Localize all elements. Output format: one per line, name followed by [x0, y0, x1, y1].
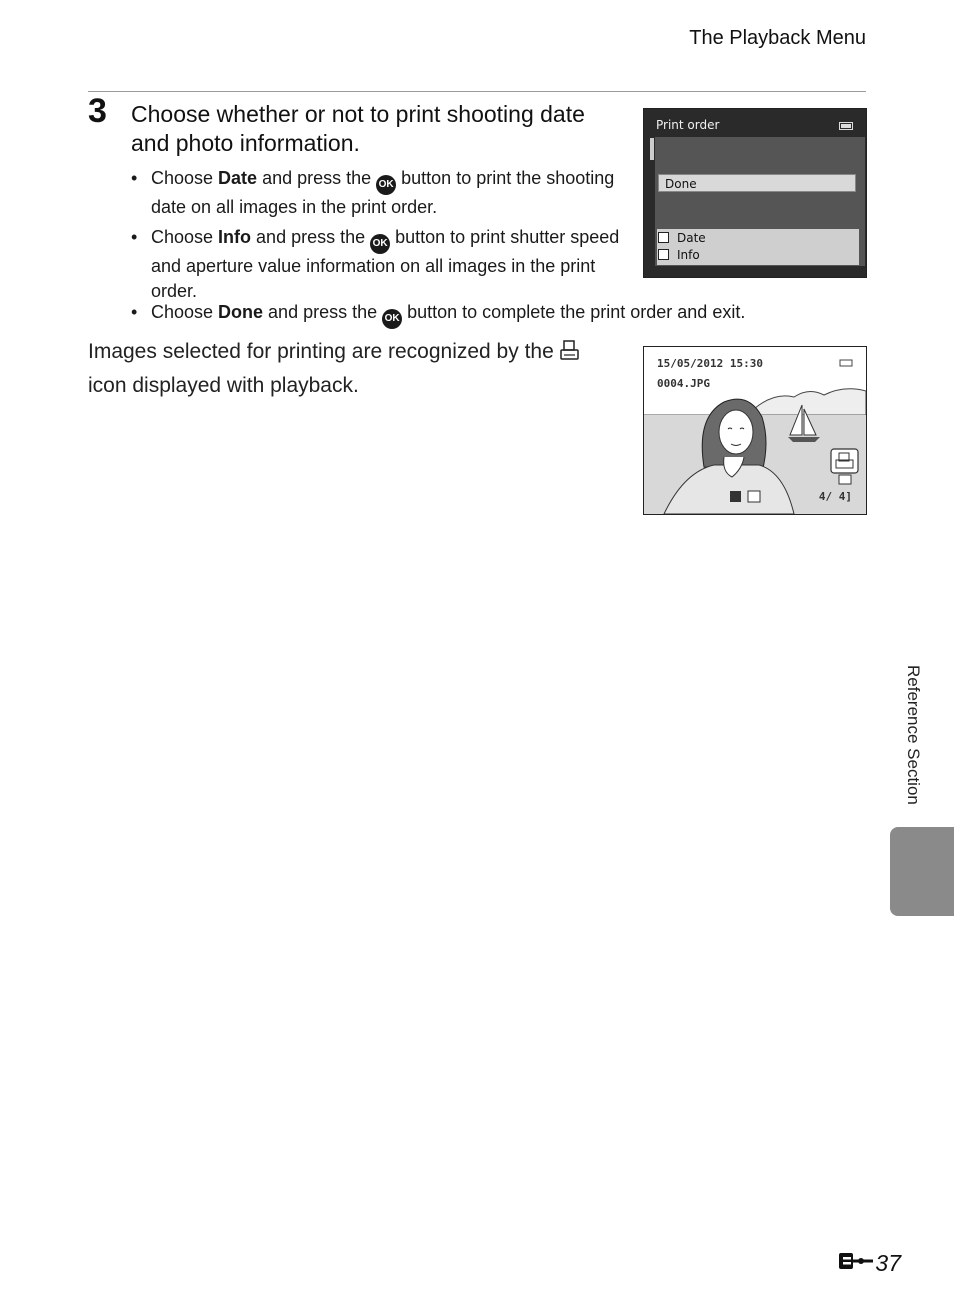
- playback-photo: [644, 347, 866, 514]
- done-term: Done: [218, 302, 264, 322]
- ok-button-icon: OK: [370, 234, 390, 254]
- screen-title: Print order: [656, 118, 720, 132]
- done-menu-item[interactable]: Done: [658, 174, 856, 192]
- ok-button-icon: OK: [382, 309, 402, 329]
- battery-icon: [839, 122, 853, 130]
- date-checkbox[interactable]: [658, 232, 669, 243]
- page-number: 37: [839, 1250, 901, 1277]
- date-option[interactable]: Date: [658, 231, 706, 245]
- bullet-done: • Choose Done and press the OK button to complete the print order and exit.: [131, 300, 851, 329]
- osd-date-time: 15/05/2012 15:30: [657, 357, 763, 370]
- bullet-list: [131, 166, 621, 309]
- print-order-screen: [643, 108, 867, 278]
- info-option[interactable]: Info: [658, 248, 700, 262]
- info-term: Info: [218, 227, 252, 247]
- bullet-list-wide: [131, 300, 851, 329]
- osd-file-name: 0004.JPG: [657, 377, 710, 390]
- reference-section-label: Reference Section: [904, 665, 923, 805]
- info-checkbox[interactable]: [658, 249, 669, 260]
- date-term: Date: [218, 168, 258, 188]
- running-head: The Playback Menu: [689, 27, 866, 49]
- reference-e-icon: [839, 1250, 873, 1277]
- bullet-date: • Choose Date and press the OK button to print the shooting date on all images in the print order.: [131, 166, 621, 220]
- note-paragraph: Images selected for printing are recognized by the icon displayed with playback.: [88, 337, 608, 401]
- step-heading: Choose whether or not to print shooting date and photo information.: [131, 101, 585, 156]
- menu-scroll-tab: [650, 138, 654, 160]
- step-number: 3: [88, 92, 107, 130]
- section-thumb-tab: [890, 827, 954, 916]
- print-order-icon: [560, 340, 580, 371]
- ok-button-icon: OK: [376, 175, 396, 195]
- header-rule: [88, 91, 866, 92]
- osd-image-counter: 4/ 4]: [818, 490, 852, 503]
- playback-screen: [643, 346, 867, 515]
- bullet-info: • Choose Info and press the OK button to print shutter speed and aperture value information on all images in the print order.: [131, 225, 621, 304]
